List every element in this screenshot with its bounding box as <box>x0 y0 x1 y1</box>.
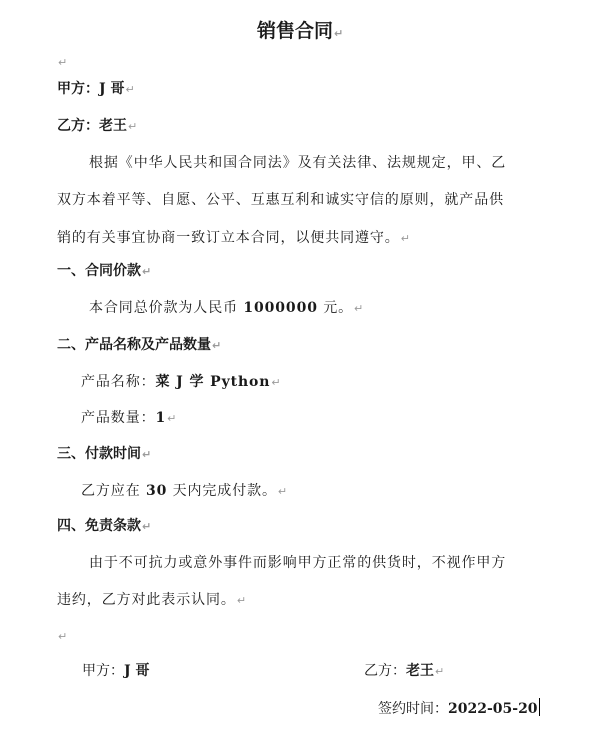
section-1-heading-text: 一、合同价款 <box>57 263 141 279</box>
intro-text-2: 双方本着平等、自愿、公平、互惠互利和诚实守信的原则，就产品供 <box>57 192 504 208</box>
section-2-heading <box>57 335 221 356</box>
signature-date-value: 2022-05-20 <box>448 701 538 717</box>
signature-party-a <box>82 661 150 681</box>
price-text-suffix: 元。 <box>317 300 354 316</box>
text-cursor <box>539 698 540 716</box>
section-4-line-1 <box>89 553 506 573</box>
section-4-heading <box>57 516 151 537</box>
price-text-prefix: 本合同总价款为人民币 <box>89 300 244 316</box>
paragraph-mark-icon: ↵ <box>142 265 152 278</box>
disclaimer-text-2: 违约，乙方对此表示认同。 <box>57 592 236 608</box>
section-4-heading-text: 四、免责条款 <box>57 518 141 534</box>
party-b-line <box>57 116 137 137</box>
payment-days: 30 <box>145 483 168 499</box>
product-qty-value: 1 <box>155 410 167 426</box>
paragraph-mark-icon: ↵ <box>334 27 344 40</box>
document-title <box>257 18 343 47</box>
section-1-heading <box>57 261 151 282</box>
paragraph-mark-icon: ↵ <box>354 302 365 315</box>
signature-party-a-name: J 哥 <box>124 663 150 679</box>
paragraph-mark-icon: ↵ <box>400 232 411 245</box>
party-a-line <box>57 79 135 100</box>
product-name-label: 产品名称： <box>81 374 156 390</box>
intro-line-3 <box>57 228 411 249</box>
intro-text-3: 销的有关事宜协商一致订立本合同，以便共同遵守。 <box>57 230 400 246</box>
intro-text-1: 根据《中华人民共和国合同法》及有关法律、法规规定，甲、乙 <box>89 155 507 171</box>
section-3-text <box>81 481 288 502</box>
empty-paragraph <box>57 626 67 647</box>
signature-party-b-name: 老王 <box>406 663 434 679</box>
paragraph-mark-icon: ↵ <box>435 665 445 678</box>
disclaimer-text-1: 由于不可抗力或意外事件而影响甲方正常的供货时，不视作甲方 <box>89 555 507 571</box>
section-2-heading-text: 二、产品名称及产品数量 <box>57 337 211 353</box>
section-3-heading <box>57 444 151 465</box>
paragraph-mark-icon: ↵ <box>142 448 152 461</box>
product-qty-line <box>81 408 177 429</box>
intro-line-1 <box>89 153 506 173</box>
price-amount: 1000000 <box>243 300 318 316</box>
party-b-name: 老王 <box>99 118 127 134</box>
signature-date <box>378 698 540 719</box>
section-1-text <box>89 298 364 319</box>
paragraph-mark-icon: ↵ <box>128 120 138 133</box>
party-a-label: 甲方： <box>57 81 99 97</box>
paragraph-mark-icon: ↵ <box>58 56 68 69</box>
signature-date-label: 签约时间： <box>378 701 448 717</box>
paragraph-mark-icon: ↵ <box>167 412 178 425</box>
payment-text-prefix: 乙方应在 <box>81 483 146 499</box>
paragraph-mark-icon: ↵ <box>236 594 247 607</box>
empty-paragraph <box>57 52 67 73</box>
payment-text-suffix: 天内完成付款。 <box>167 483 277 499</box>
section-4-line-2 <box>57 590 247 611</box>
title-text: 销售合同 <box>257 20 334 42</box>
intro-line-2 <box>57 190 504 210</box>
signature-party-b <box>364 661 444 682</box>
signature-party-a-label: 甲方： <box>82 663 124 679</box>
product-name-line <box>81 372 282 393</box>
paragraph-mark-icon: ↵ <box>271 376 282 389</box>
paragraph-mark-icon: ↵ <box>142 520 152 533</box>
product-qty-label: 产品数量： <box>81 410 156 426</box>
signature-party-b-label: 乙方： <box>364 663 406 679</box>
paragraph-mark-icon: ↵ <box>277 485 289 498</box>
party-a-name: J 哥 <box>99 81 125 97</box>
paragraph-mark-icon: ↵ <box>125 83 135 96</box>
paragraph-mark-icon: ↵ <box>58 630 68 643</box>
party-b-label: 乙方： <box>57 118 99 134</box>
product-name-value: 菜 J 学 Python <box>155 374 271 390</box>
paragraph-mark-icon: ↵ <box>212 339 222 352</box>
section-3-heading-text: 三、付款时间 <box>57 446 141 462</box>
